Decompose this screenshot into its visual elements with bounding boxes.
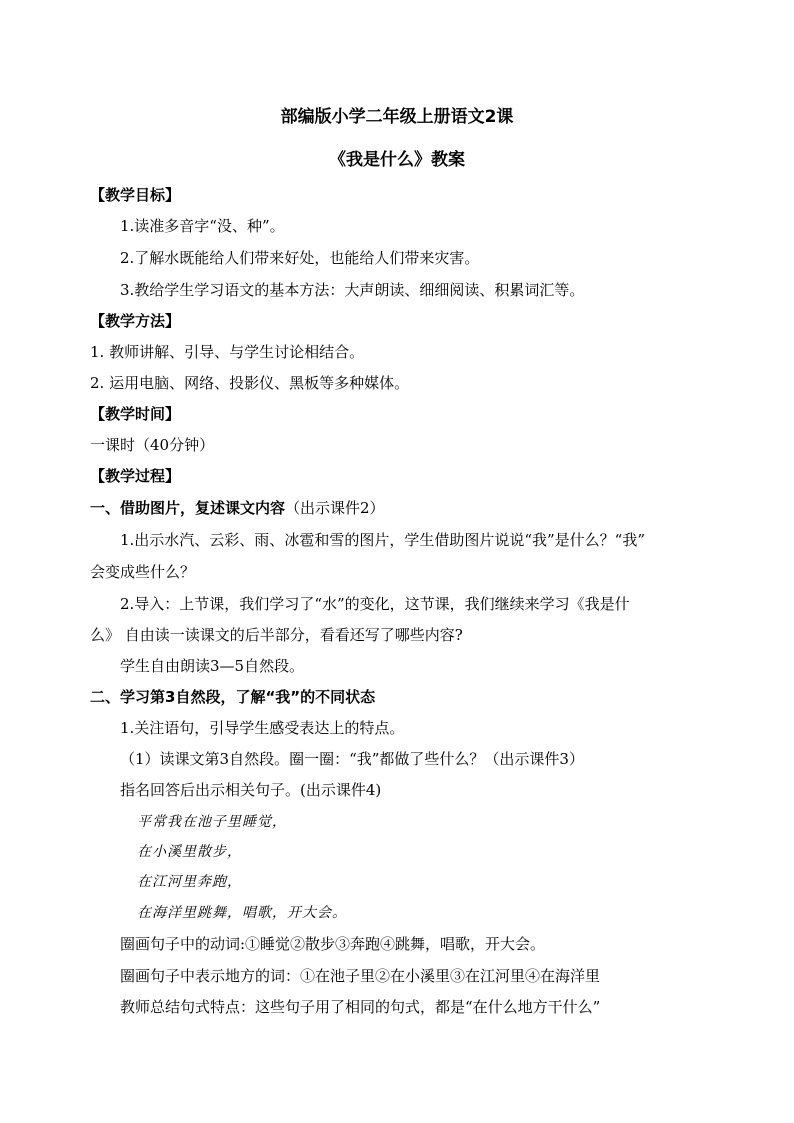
paragraph-line: 2.导入：上节课，我们学习了“水”的变化，这节课，我们继续来学习《我是什 <box>120 595 630 613</box>
quoted-sentence: 在江河里奔跑， <box>137 874 242 890</box>
quoted-sentence: 在小溪里散步， <box>137 844 242 860</box>
document-title: 部编版小学二年级上册语文2课 <box>280 107 514 127</box>
paragraph-line: 圈画句子中表示地方的词：①在池子里②在小溪里③在江河里④在海洋里 <box>120 967 601 985</box>
part2-heading: 二、学习第3自然段，了解“我”的不同状态 <box>90 688 376 706</box>
paragraph-line: 么》 自由读一读课文的后半部分，看看还写了哪些内容? <box>90 626 463 644</box>
paragraph-line: 指名回答后出示相关句子。(出示课件4) <box>120 781 382 799</box>
paragraph-line: 会变成些什么？ <box>90 563 196 581</box>
section-heading-process: 【教学过程】 <box>90 467 181 485</box>
paragraph-line: 1.出示水汽、云彩、雨、冰雹和雪的图片，学生借助图片说说“我”是什么？“我” <box>120 531 645 549</box>
paragraph-line: 教师总结句式特点：这些句子用了相同的句式，都是“在什么地方干什么” <box>120 998 601 1016</box>
part1-heading <box>90 497 385 519</box>
paragraph-line: 学生自由朗读3—5自然段。 <box>120 657 305 675</box>
goal-item: 1.读准多音字“没、种”。 <box>120 217 285 235</box>
quoted-sentence: 平常我在池子里睡觉， <box>137 814 287 830</box>
goal-item: 3.教给学生学习语文的基本方法：大声朗读、细细阅读、积累词汇等。 <box>120 281 585 299</box>
section-heading-time: 【教学时间】 <box>90 405 181 423</box>
time-text: 一课时（40分钟） <box>90 436 215 454</box>
method-item: 1. 教师讲解、引导、与学生讨论相结合。 <box>90 343 365 361</box>
paragraph-line: （1）读课文第3自然段。圈一圈：“我”都做了些什么？（出示课件3） <box>120 750 584 768</box>
paragraph-line: 圈画句子中的动词:①睡觉②散步③奔跑④跳舞，唱歌，开大会。 <box>120 935 546 953</box>
part1-heading-text: 一、借助图片，复述课文内容 <box>90 499 286 517</box>
goal-item: 2.了解水既能给人们带来好处，也能给人们带来灾害。 <box>120 249 480 267</box>
section-heading-methods: 【教学方法】 <box>90 312 181 330</box>
quoted-sentence: 在海洋里跳舞，唱歌，开大会。 <box>137 905 347 921</box>
document-subtitle: 《我是什么》教案 <box>329 150 465 170</box>
method-item: 2. 运用电脑、网络、投影仪、黑板等多种媒体。 <box>90 374 410 392</box>
section-heading-goals: 【教学目标】 <box>90 186 181 204</box>
paragraph-line: 1.关注语句，引导学生感受表达上的特点。 <box>120 719 405 737</box>
part1-heading-note: （出示课件2） <box>285 499 385 517</box>
